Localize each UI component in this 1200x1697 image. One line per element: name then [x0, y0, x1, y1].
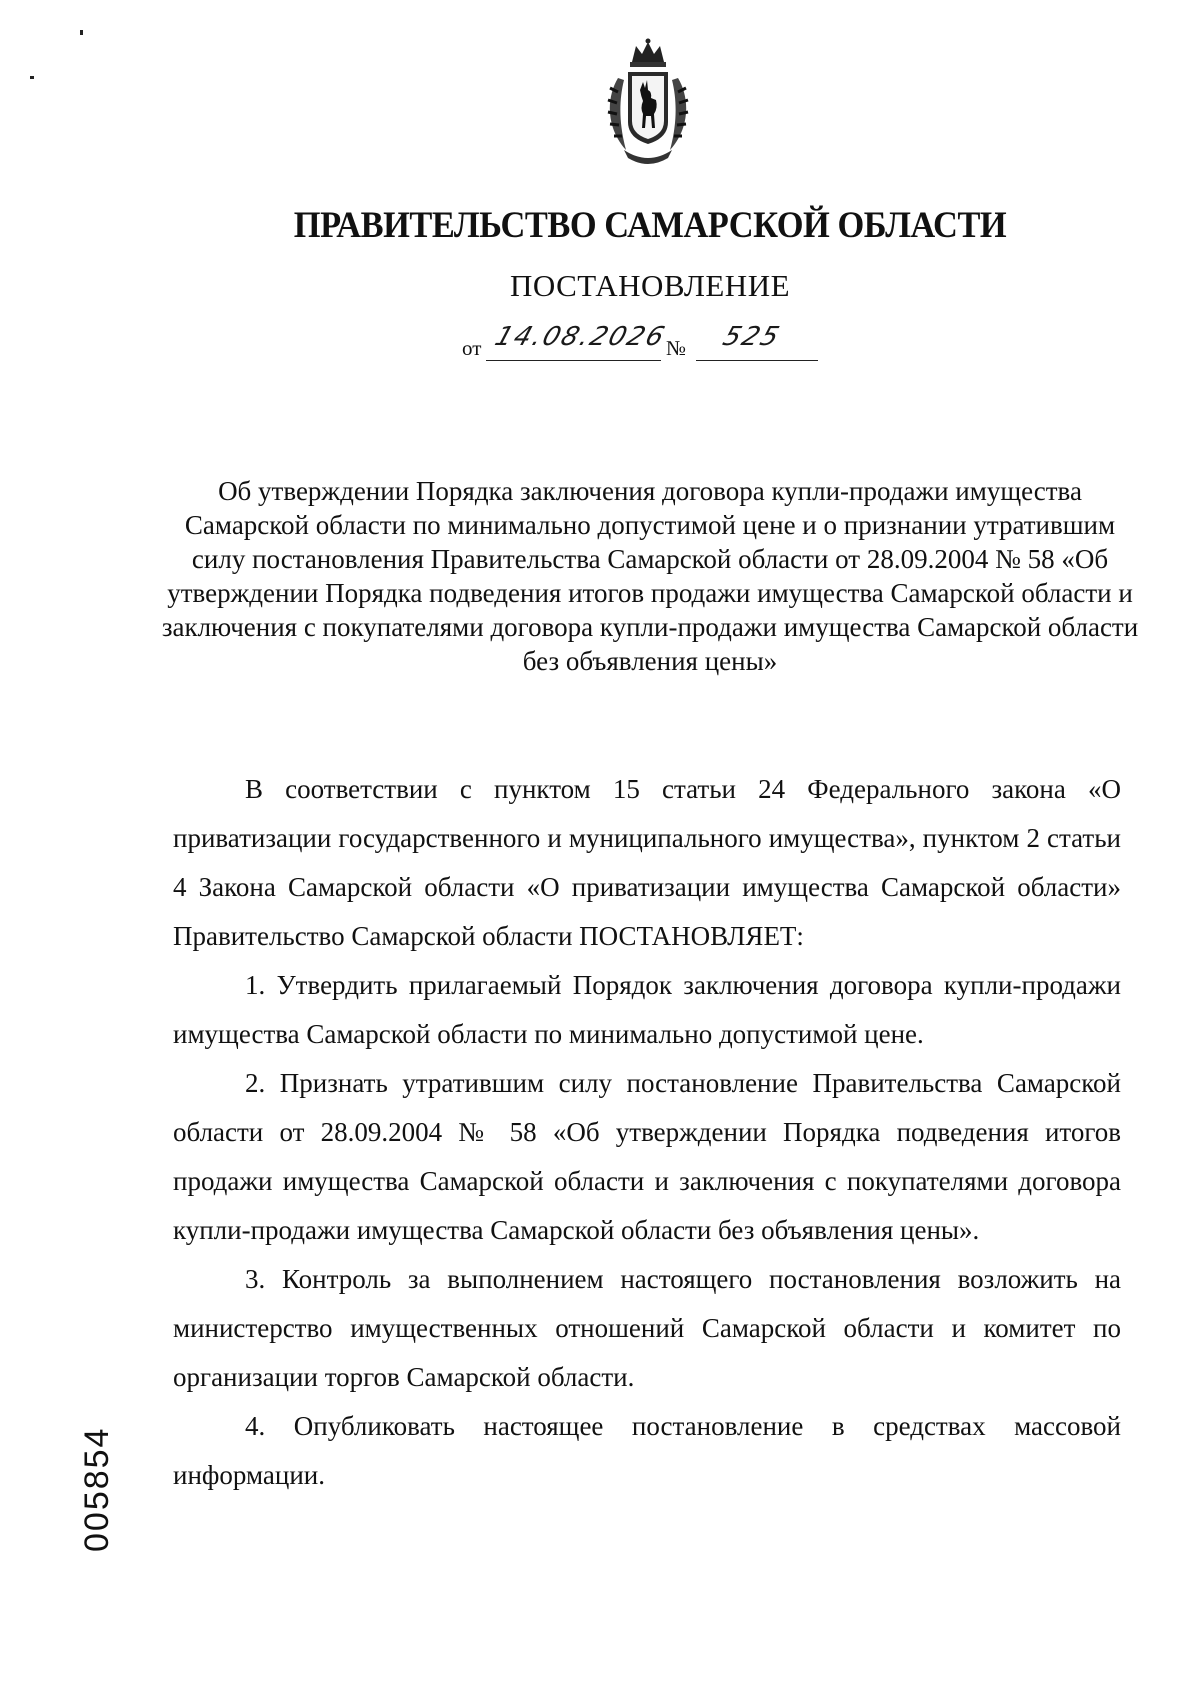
scan-speck — [30, 76, 34, 79]
date-underline — [486, 360, 661, 361]
clause-3: 3. Контроль за выполнением настоящего постановления возложить на министерство имущественных отношений Самарской области и комитет по организации торгов Самарской области. — [173, 1264, 1121, 1392]
document-type: ПОСТАНОВЛЕНИЕ — [509, 268, 791, 303]
handwritten-date: 14.08.2026 — [491, 322, 670, 352]
date-label: от — [462, 336, 482, 360]
coat-of-arms-icon — [596, 38, 700, 166]
document-body — [173, 765, 1121, 1500]
registration-stamp-number: 005854 — [78, 1426, 116, 1552]
clause-1: 1. Утвердить прилагаемый Порядок заключения договора купли-продажи имущества Самарской области по минимально допустимой цене. — [173, 970, 1121, 1049]
preamble-paragraph: В соответствии с пунктом 15 статьи 24 Федерального закона «О приватизации государственного и муниципального имущества», пунктом 2 статьи 4 Закона Самарской области «О приватизации имущества Самарской области» Правительство Самарской области ПОСТАНОВЛЯЕТ: — [173, 774, 1121, 951]
scan-speck — [80, 30, 83, 35]
number-label: № — [666, 336, 687, 360]
government-title: ПРАВИТЕЛЬСТВО САМАРСКОЙ ОБЛАСТИ — [293, 205, 1007, 246]
clause-4: 4. Опубликовать настоящее постановление в средствах массовой информации. — [173, 1411, 1121, 1490]
clause-2: 2. Признать утратившим силу постановление Правительства Самарской области от 28.09.2004 № 58 «Об утверждении Порядка подведения итогов продажи имущества Самарской области и заключения с покупателями договора купли-продажи имущества Самарской области без объявления цены». — [173, 1068, 1121, 1245]
number-underline — [696, 360, 818, 361]
handwritten-number: 525 — [719, 322, 785, 352]
document-subject: Об утверждении Порядка заключения договора купли-продажи имущества Самарской области по минимально допустимой цене и о признании утратившим силу постановления Правительства Самарской области от 28.09.2004 № 58 «Об утверждении Порядка подведения итогов продажи имущества Самарской области и заключения с покупателями договора купли-продажи имущества Самарской области без объявления цены» — [161, 476, 1139, 676]
